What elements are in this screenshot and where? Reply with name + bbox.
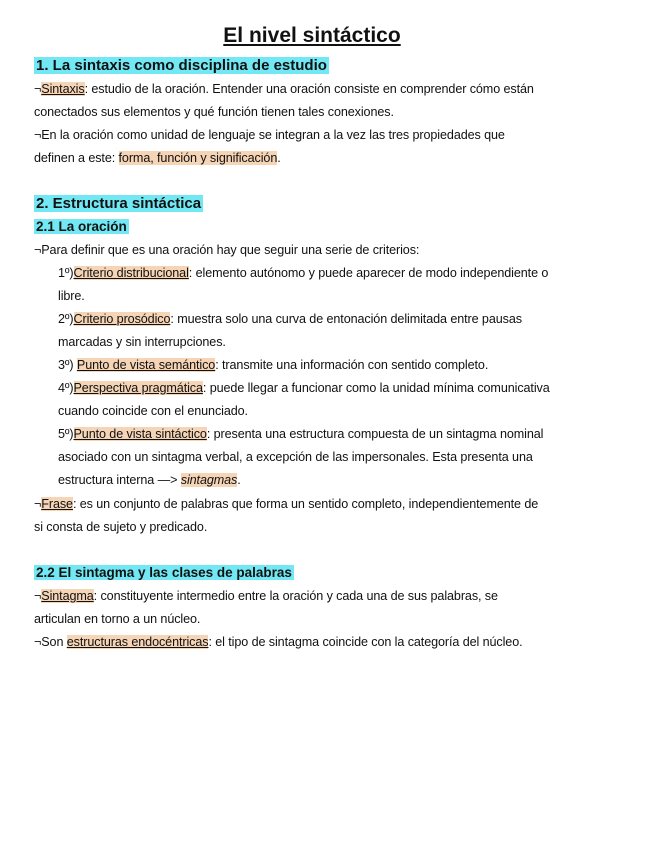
term-frase: Frase [41,497,73,511]
sintagma-definition-cont: articulan en torno a un núcleo. [34,612,201,626]
criterion-text: : muestra solo una curva de entonación delimitada entre pausas [170,312,522,326]
oracion-properties: ¬En la oración como unidad de lenguaje se integran a la vez las tres propiedades que [34,128,505,142]
criterion-1-cont: libre. [58,289,85,303]
criterion-2 [58,309,522,329]
criterion-text: : presenta una estructura compuesta de un sintagma nominal [206,427,544,441]
criterion-number: 2º) [58,312,74,326]
properties-lead: definen a este: [34,151,119,165]
criterion-text: estructura interna —> [58,473,181,487]
sintagma-definition [34,586,498,606]
term-sintagma: Sintagma [41,589,94,603]
criterion-number: 3º) [58,358,77,372]
bullet-mark: ¬ [34,82,42,96]
term-estructuras-endocentricas: estructuras endocéntricas [66,635,209,649]
properties-list: forma, función y significación [118,151,278,165]
criterion-5-cont-2 [58,470,241,490]
page-title: El nivel sintáctico [223,24,401,47]
criterion-text: : puede llegar a funcionar como la unidad mínima comunicativa [202,381,550,395]
sintagma-text: : constituyente intermedio entre la oración y cada una de sus palabras, se [93,589,498,603]
bullet-mark: ¬ [34,589,42,603]
bullet-mark: ¬Son [34,635,67,649]
subsection-2-2-heading-text: 2.2 El sintagma y las clases de palabras [36,565,292,580]
criterion-term: Punto de vista sintáctico [73,427,207,441]
criteria-intro: ¬Para definir que es una oración hay que seguir una serie de criterios: [34,243,420,257]
frase-definition [34,494,538,514]
subsection-2-2-heading [34,563,294,583]
bullet-mark: ¬ [34,497,42,511]
criterion-1 [58,263,548,283]
section-1-heading-text: 1. La sintaxis como disciplina de estudio [36,57,327,74]
oracion-properties-cont [34,148,281,168]
criterion-number: 5º) [58,427,74,441]
frase-definition-cont: si consta de sujeto y predicado. [34,520,208,534]
endocentric-text: : el tipo de sintagma coincide con la categoría del núcleo. [208,635,523,649]
period: . [237,473,241,487]
criterion-term: Perspectiva pragmática [73,381,203,395]
subsection-2-1-heading-text: 2.1 La oración [36,219,127,234]
section-2-heading-text: 2. Estructura sintáctica [36,195,202,212]
term-sintagmas: sintagmas [180,473,238,487]
criterion-term: Criterio distribucional [73,266,189,280]
criterion-term: Criterio prosódico [73,312,171,326]
subsection-2-1-heading [34,217,129,237]
term-sintaxis: Sintaxis [41,82,85,96]
frase-text: : es un conjunto de palabras que forma un sentido completo, independientemente de [72,497,539,511]
criterion-4-cont: cuando coincide con el enunciado. [58,404,248,418]
criterion-5 [58,424,543,444]
criterion-4 [58,378,550,398]
period: . [277,151,281,165]
endocentric-definition [34,632,523,652]
criterion-number: 4º) [58,381,74,395]
sintaxis-text: : estudio de la oración. Entender una oración consiste en comprender cómo están [84,82,534,96]
section-1-heading [34,56,329,76]
sintaxis-definition-cont: conectados sus elementos y qué función tienen tales conexiones. [34,105,394,119]
sintaxis-definition [34,79,534,99]
criterion-3 [58,355,488,375]
criterion-text: : elemento autónomo y puede aparecer de modo independiente o [188,266,549,280]
criterion-term: Punto de vista semántico [76,358,216,372]
criterion-number: 1º) [58,266,74,280]
criterion-5-cont: asociado con un sintagma verbal, a excepción de las impersonales. Esta presenta una [58,450,533,464]
criterion-text: : transmite una información con sentido completo. [215,358,489,372]
criterion-2-cont: marcadas y sin interrupciones. [58,335,226,349]
section-2-heading [34,194,203,214]
